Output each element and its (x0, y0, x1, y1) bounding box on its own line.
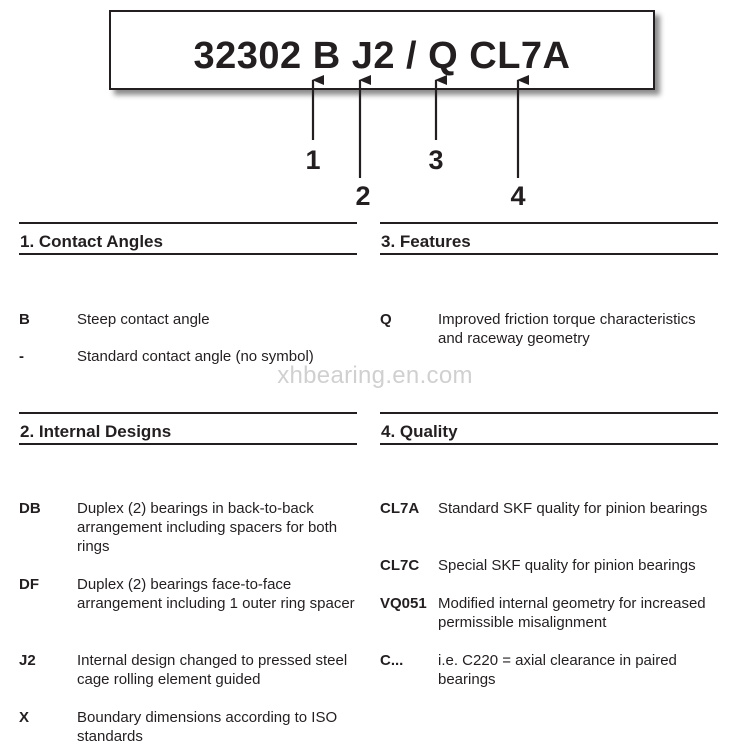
item-code: - (19, 348, 24, 365)
item-description: Internal design changed to pressed steel cage rolling element guided (77, 652, 348, 688)
item-code: B (19, 311, 30, 328)
designation-code: 32302 B J2 / Q CL7A (193, 35, 571, 77)
item-description: Steep contact angle (77, 311, 210, 328)
section-quality (380, 412, 718, 712)
item-description: Special SKF quality for pinion bearings (438, 557, 696, 574)
item-code: CL7A (380, 500, 420, 517)
section-header (380, 412, 718, 445)
item-code: Q (380, 311, 392, 328)
section-title: 2. Internal Designs (20, 422, 172, 441)
callout-4: 4 (510, 181, 526, 211)
item-description: Duplex (2) bearings face-to-face arrangement including 1 outer ring spacer (77, 576, 355, 612)
item-code: C... (380, 652, 404, 669)
callout-3: 3 (428, 145, 444, 175)
item-code: J2 (19, 652, 36, 669)
item-description: i.e. C220 = axial clearance in paired bearings (438, 652, 677, 688)
callout-arrows (0, 0, 750, 215)
item-code: CL7C (380, 557, 420, 574)
section-header (19, 412, 357, 445)
item-description: Boundary dimensions according to ISO standards (77, 709, 338, 745)
section-title: 4. Quality (381, 422, 458, 441)
section-header (380, 222, 718, 255)
item-code: X (19, 709, 30, 726)
item-description: Standard contact angle (no symbol) (77, 348, 314, 365)
section-contact-angles (19, 222, 357, 372)
item-code: DF (19, 576, 39, 593)
watermark: xhbearing.en.com (277, 362, 473, 389)
item-description: Improved friction torque characteristics and raceway geometry (438, 311, 696, 347)
callout-1: 1 (305, 145, 321, 175)
section-title: 1. Contact Angles (20, 232, 163, 251)
item-code: VQ051 (380, 595, 427, 612)
item-description: Duplex (2) bearings in back-to-back arrangement including spacers for both rings (77, 500, 338, 555)
callout-2: 2 (355, 181, 371, 211)
section-internal-designs (19, 412, 357, 748)
item-description: Standard SKF quality for pinion bearings (438, 500, 708, 517)
section-title: 3. Features (381, 232, 471, 251)
section-header (19, 222, 357, 255)
item-description: Modified internal geometry for increased permissible misalignment (438, 595, 706, 631)
item-code: DB (19, 500, 41, 517)
section-features (380, 222, 718, 372)
